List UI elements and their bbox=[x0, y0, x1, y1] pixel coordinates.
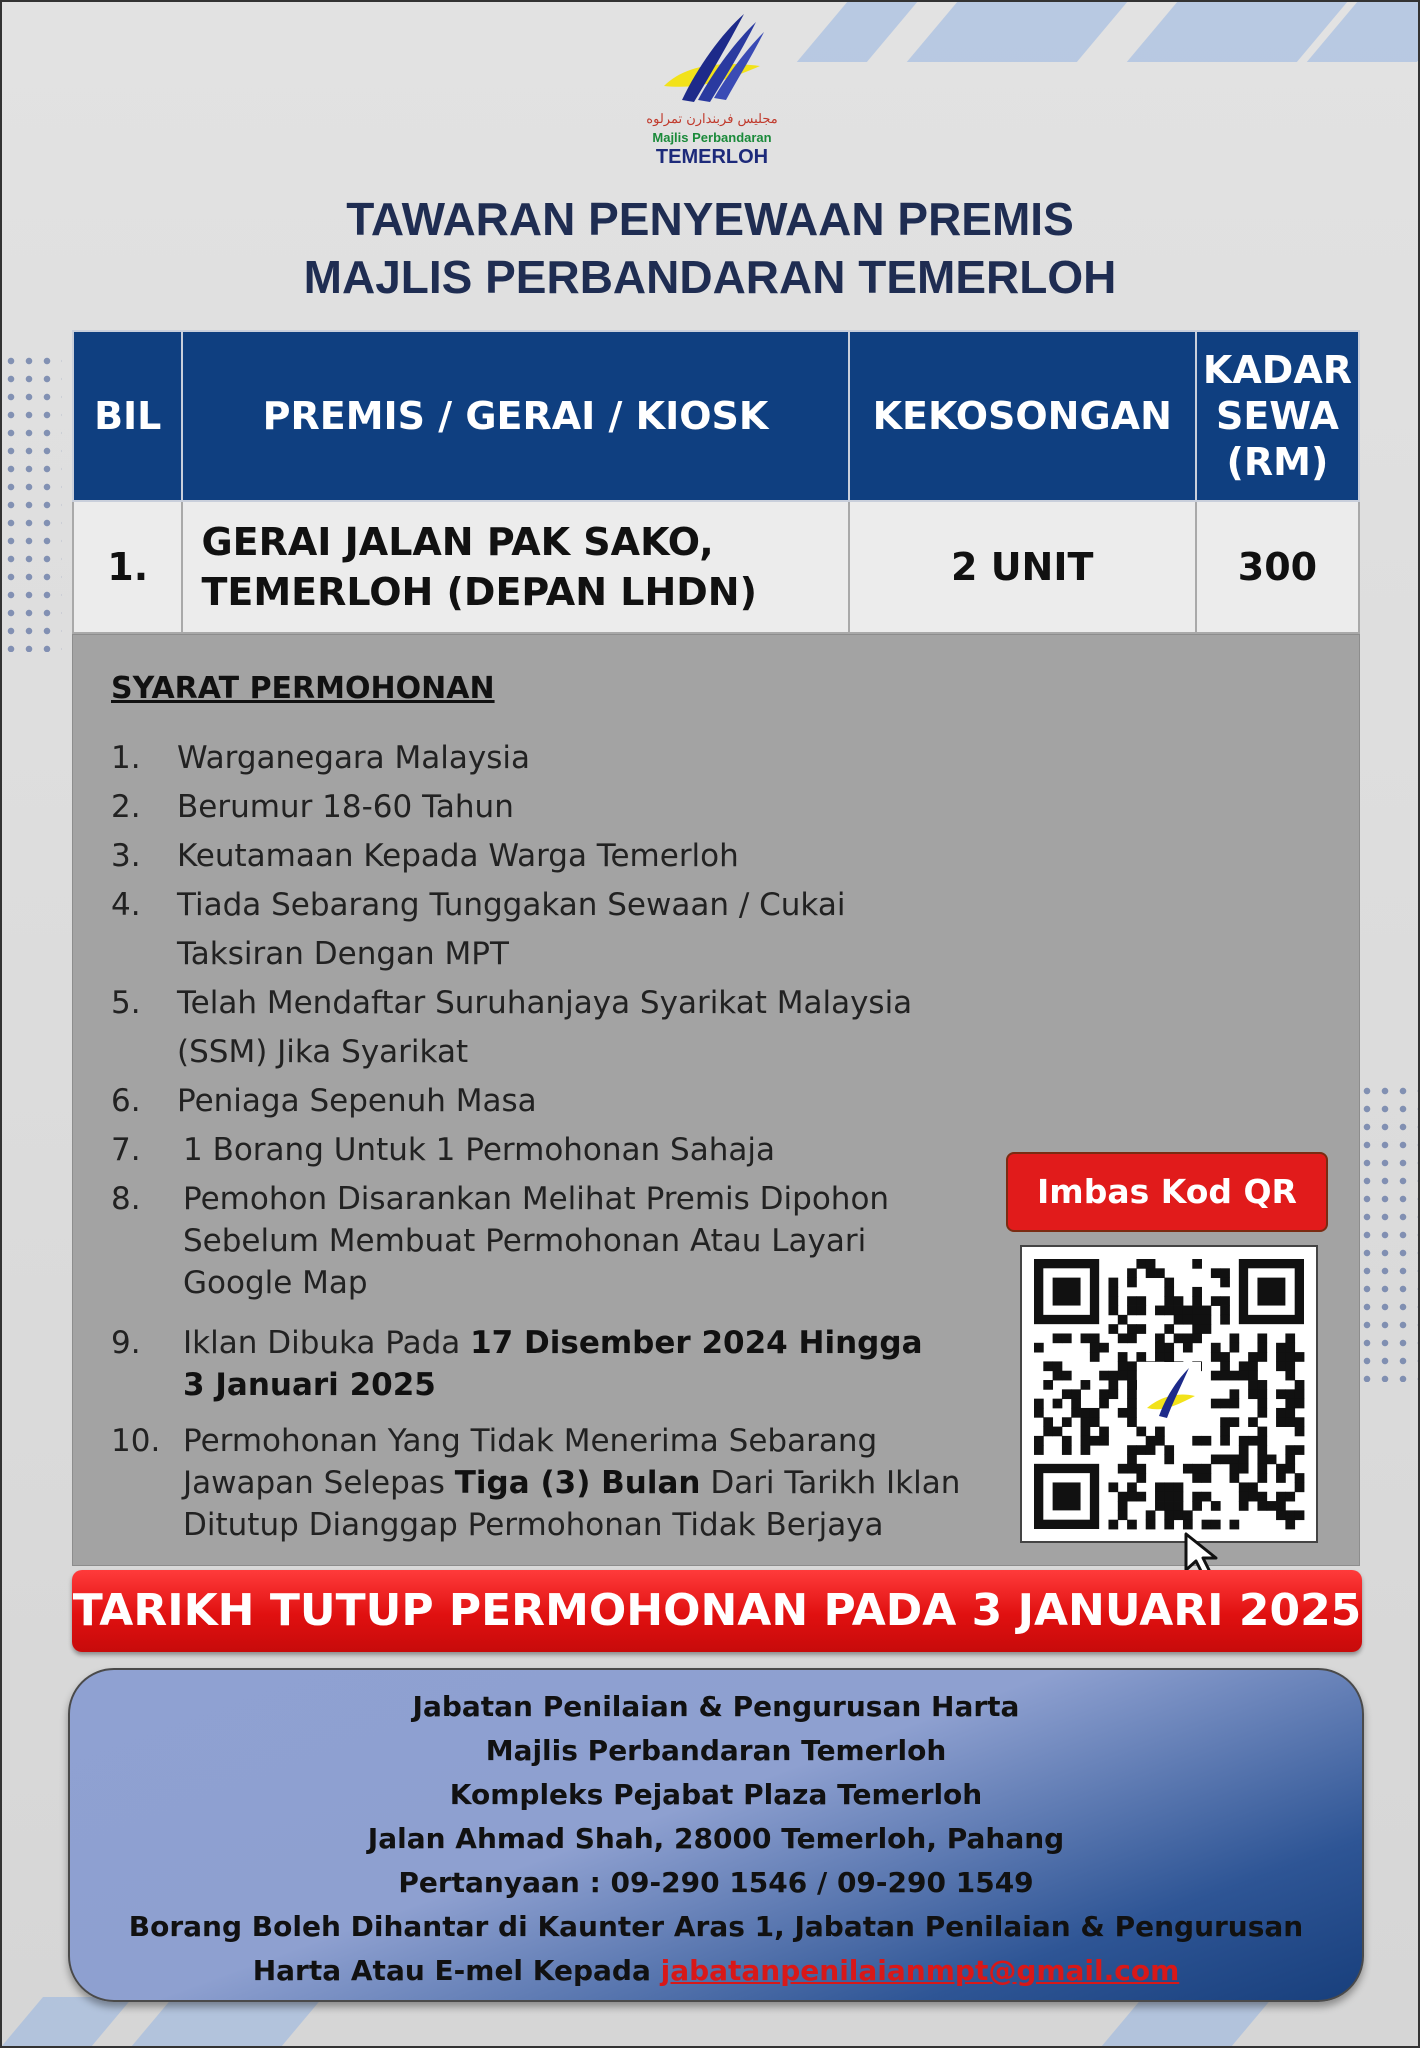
qr-code[interactable] bbox=[1020, 1245, 1318, 1543]
item-bold-text: Tiga (3) Bulan bbox=[454, 1465, 701, 1501]
item-line: Telah Mendaftar Suruhanjaya Syarikat Malaysia bbox=[177, 985, 913, 1021]
rental-table bbox=[72, 330, 1360, 634]
contact-email-line bbox=[70, 1954, 1362, 1987]
item-text bbox=[177, 982, 912, 1080]
logo-arabic-text: مجليس فربندارن تمرلوه bbox=[646, 112, 778, 127]
item-text: Warganegara Malaysia bbox=[177, 740, 530, 776]
item-number: 10. bbox=[111, 1423, 161, 1459]
decor-stripe bbox=[1, 1997, 133, 2047]
item-line: Jawapan Selepas bbox=[183, 1465, 455, 1501]
contact-council: Majlis Perbandaran Temerloh bbox=[485, 1734, 947, 1767]
item-line: Google Map bbox=[183, 1265, 368, 1301]
item-number: 5. bbox=[111, 985, 141, 1021]
contact-building: Kompleks Pejabat Plaza Temerloh bbox=[449, 1778, 983, 1811]
cell-kadar: 300 bbox=[1196, 501, 1359, 633]
decor-stripe bbox=[907, 2, 1127, 62]
item-text bbox=[177, 884, 845, 982]
deadline-banner: TARIKH TUTUP PERMOHONAN PADA 3 JANUARI 2025 bbox=[72, 1570, 1362, 1652]
premis-line: GERAI JALAN PAK SAKO, bbox=[201, 520, 714, 564]
item-line: Dari Tarikh Iklan bbox=[700, 1465, 961, 1501]
contact-address: Jalan Ahmad Shah, 28000 Temerloh, Pahang bbox=[367, 1822, 1065, 1855]
logo-emblem-icon bbox=[642, 8, 782, 112]
decor-stripe bbox=[131, 1997, 323, 2047]
item-line: Permohonan Yang Tidak Menerima Sebarang bbox=[183, 1423, 878, 1459]
table-header-row bbox=[73, 331, 1359, 501]
decor-dots bbox=[2, 352, 62, 652]
header-kadar-line: (RM) bbox=[1226, 440, 1329, 484]
header-kadar-sewa bbox=[1196, 331, 1359, 501]
contact-phone: Pertanyaan : 09-290 1546 / 09-290 1549 bbox=[398, 1866, 1034, 1899]
requirements-heading: SYARAT PERMOHONAN bbox=[111, 671, 495, 706]
cell-bil: 1. bbox=[73, 501, 182, 633]
contact-department: Jabatan Penilaian & Pengurusan Harta bbox=[412, 1690, 1020, 1723]
item-number: 3. bbox=[111, 838, 141, 874]
item-text bbox=[183, 1178, 889, 1304]
item-number: 4. bbox=[111, 887, 141, 923]
item-text: Keutamaan Kepada Warga Temerloh bbox=[177, 838, 739, 874]
council-logo bbox=[642, 8, 782, 168]
header-kadar-line: KADAR bbox=[1202, 348, 1352, 392]
item-line: (SSM) Jika Syarikat bbox=[177, 1034, 469, 1070]
item-line: Iklan Dibuka Pada bbox=[183, 1325, 471, 1361]
qr-label-button[interactable]: Imbas Kod QR bbox=[1006, 1152, 1328, 1232]
header-bil: BIL bbox=[73, 331, 182, 501]
item-text: Peniaga Sepenuh Masa bbox=[177, 1083, 537, 1119]
item-line: Pemohon Disarankan Melihat Premis Dipohon bbox=[183, 1181, 890, 1217]
email-link[interactable]: jabatanpenilaianmpt@gmail.com bbox=[660, 1954, 1180, 1987]
item-line: Ditutup Dianggap Permohonan Tidak Berjaya bbox=[183, 1507, 884, 1543]
item-text: Berumur 18-60 Tahun bbox=[177, 789, 514, 825]
item-text bbox=[183, 1322, 923, 1406]
item-bold-date: 17 Disember 2024 Hingga bbox=[470, 1325, 923, 1361]
contact-submission: Borang Boleh Dihantar di Kaunter Aras 1, Jabatan Penilaian & Pengurusan bbox=[128, 1910, 1304, 1943]
item-number: 9. bbox=[111, 1325, 141, 1361]
decor-stripe bbox=[797, 2, 917, 62]
item-line: Tiada Sebarang Tunggakan Sewaan / Cukai bbox=[177, 887, 846, 923]
title-line-1: TAWARAN PENYEWAAN PREMIS bbox=[346, 193, 1074, 245]
decor-stripe bbox=[1101, 1997, 1273, 2047]
header-kadar-line: SEWA bbox=[1215, 394, 1339, 438]
premis-line: TEMERLOH (DEPAN LHDN) bbox=[201, 570, 757, 614]
header-premis: PREMIS / GERAI / KIOSK bbox=[182, 331, 848, 501]
item-line: Taksiran Dengan MPT bbox=[177, 936, 509, 972]
item-number: 2. bbox=[111, 789, 141, 825]
logo-subtitle: Majlis Perbandaran bbox=[652, 130, 772, 145]
logo-name: TEMERLOH bbox=[655, 146, 769, 168]
table-row bbox=[73, 501, 1359, 633]
item-number: 8. bbox=[111, 1181, 141, 1217]
header-kekosongan: KEKOSONGAN bbox=[849, 331, 1196, 501]
item-bold-date: 3 Januari 2025 bbox=[183, 1367, 436, 1403]
cell-kekosongan: 2 UNIT bbox=[849, 501, 1196, 633]
item-line: Sebelum Membuat Permohonan Atau Layari bbox=[183, 1223, 867, 1259]
item-number: 7. bbox=[111, 1132, 141, 1168]
page-title bbox=[2, 190, 1418, 306]
title-line-2: MAJLIS PERBANDARAN TEMERLOH bbox=[303, 251, 1117, 303]
cell-premis bbox=[182, 501, 848, 633]
item-number: 6. bbox=[111, 1083, 141, 1119]
item-number: 1. bbox=[111, 740, 141, 776]
decor-dots bbox=[1358, 1082, 1418, 1382]
item-text bbox=[183, 1420, 960, 1546]
contact-box bbox=[68, 1668, 1364, 2002]
item-text: 1 Borang Untuk 1 Permohonan Sahaja bbox=[183, 1132, 775, 1168]
qr-code-icon bbox=[1022, 1247, 1316, 1541]
contact-email-prefix: Harta Atau E-mel Kepada bbox=[252, 1954, 661, 1987]
